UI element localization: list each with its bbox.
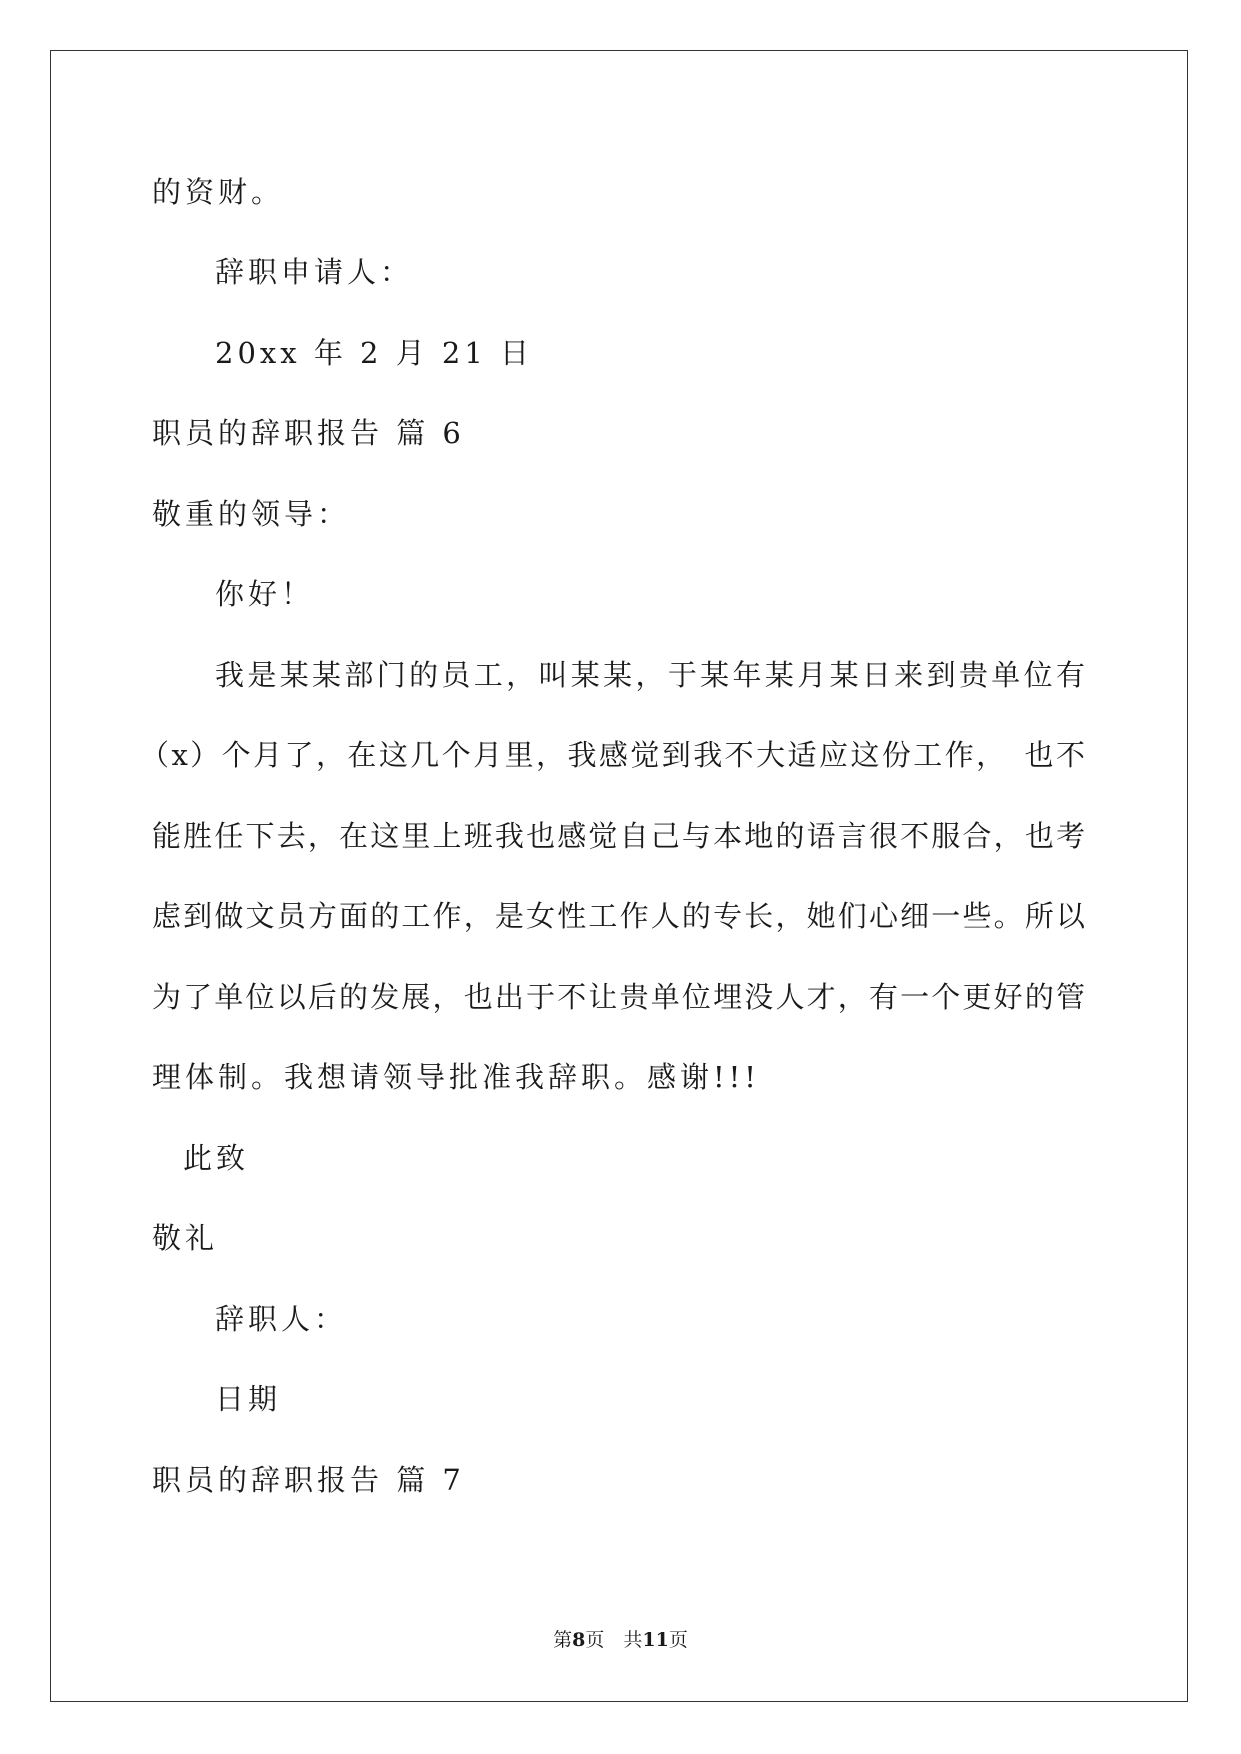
text-line-1: 的资财。 (152, 175, 285, 209)
body-line-2: （x）个月了，在这几个月里，我感觉到我不大适应这份工作， 也不 (140, 738, 1087, 772)
salutation: 敬重的领导： (152, 497, 351, 531)
date-line: 20xx 年 2 月 21 日 (215, 336, 534, 370)
applicant-label: 辞职申请人： (215, 255, 414, 289)
section-heading-7: 职员的辞职报告 篇 7 (152, 1463, 465, 1497)
body-line-4: 虑到做文员方面的工作，是女性工作人的专长，她们心细一些。所以 (152, 899, 1087, 933)
body-line-5: 为了单位以后的发展，也出于不让贵单位埋没人才，有一个更好的管 (152, 980, 1087, 1014)
current-page-number: 8 (572, 1629, 586, 1651)
footer-mid: 页 共 (585, 1629, 643, 1651)
closing-ci-zhi: 此致 (183, 1141, 250, 1175)
body-line-1: 我是某某部门的员工，叫某某，于某年某月某日来到贵单位有 (215, 658, 1087, 692)
date-label: 日期 (215, 1382, 282, 1416)
section-heading-6: 职员的辞职报告 篇 6 (152, 416, 465, 450)
resigner-label: 辞职人： (215, 1302, 348, 1336)
closing-jing-li: 敬礼 (152, 1221, 219, 1255)
body-line-3: 能胜任下去，在这里上班我也感觉自己与本地的语言很不服合，也考 (152, 819, 1087, 853)
total-page-number: 11 (642, 1629, 669, 1651)
footer-prefix: 第 (553, 1629, 573, 1651)
body-line-6: 理体制。我想请领导批准我辞职。感谢!!! (152, 1060, 760, 1094)
footer-suffix: 页 (668, 1629, 688, 1651)
page-footer (0, 1628, 1241, 1652)
page-border (50, 50, 1188, 1702)
greeting: 你好！ (215, 577, 315, 611)
